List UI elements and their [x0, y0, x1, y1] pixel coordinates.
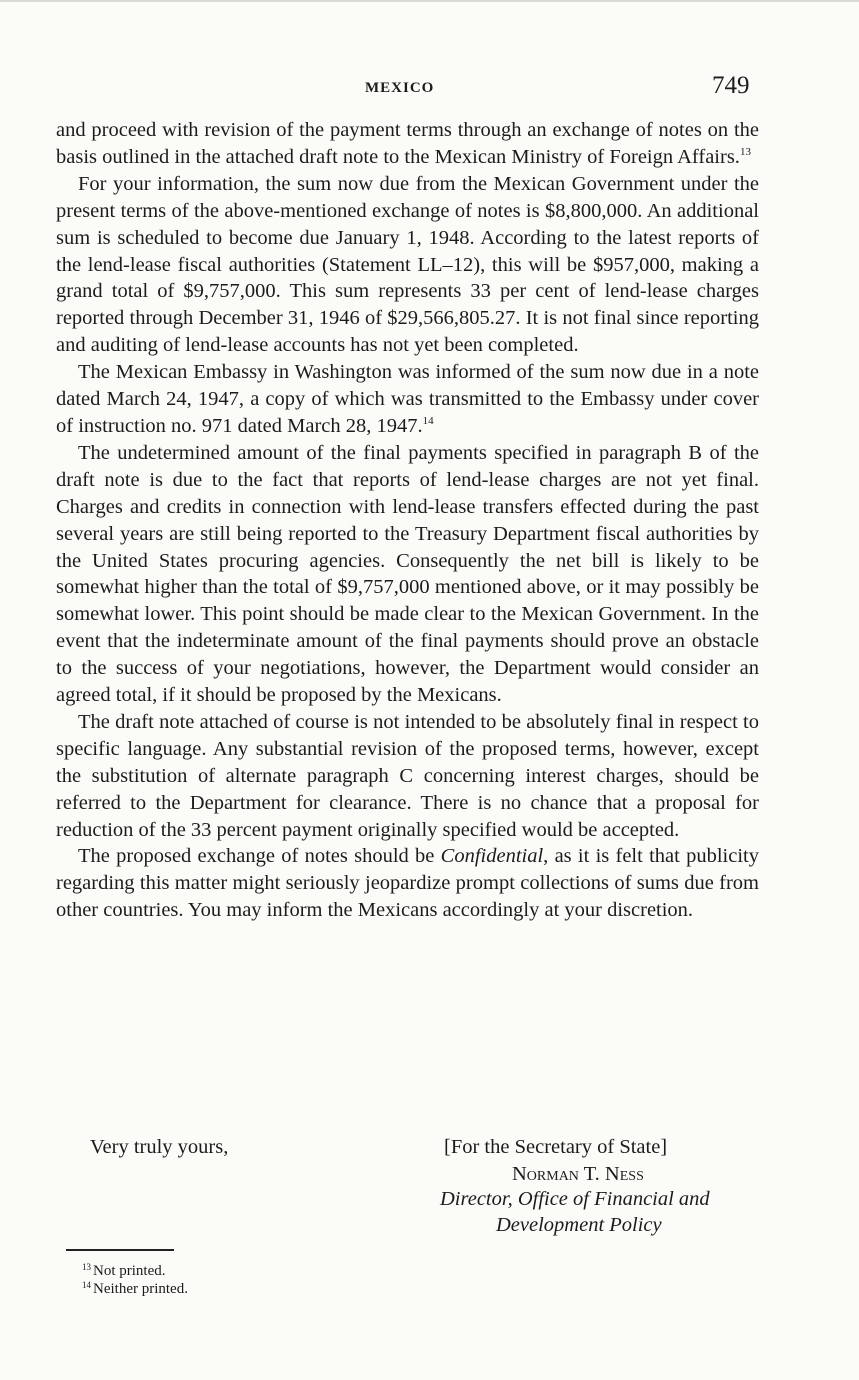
- letter-closing: [60, 1134, 766, 1244]
- paragraph-4: The undetermined amount of the final payments specified in paragraph B of the draft note is due to the fact that reports of lend-lease charges are not yet final. Charges and credits in connection with lend-lease transfers effected during the past several years are still being reported to the Treasury Department fiscal authorities by the United States procuring agencies. Consequently the net bill is likely to be somewhat higher than the total of $9,757,000 mentioned above, or it may possibly be somewhat lower. This point should be made clear to the Mexican Government. In the event that the indeterminate amount of the final payments should prove an obstacle to the success of your negotiations, however, the Department would consider an agreed total, if it should be proposed by the Mexicans.: [56, 441, 759, 707]
- footnote-ref-13: 13: [739, 145, 751, 158]
- signer-title-line-1: Director, Office of Financial and: [440, 1188, 710, 1210]
- page-header: [0, 72, 859, 106]
- signer-title-line-2: Development Policy: [496, 1214, 662, 1236]
- footnote-marker: 13: [82, 1262, 91, 1272]
- paragraph-5: The draft note attached of course is not intended to be absolutely final in respect to specific language. Any substantial revision of the proposed terms, however, except the substitution of alternate paragraph C concerning interest charges, should be referred to the Department for clearance. There is no chance that a proposal for reduction of the 33 percent payment originally specified would be accepted.: [56, 710, 759, 841]
- page-top-edge: [0, 0, 859, 2]
- confidential-emphasis: Confidential: [440, 845, 544, 868]
- footnotes: [82, 1262, 188, 1298]
- paragraph-6-before: The proposed exchange of notes should be: [78, 845, 441, 868]
- paragraph-6: [56, 843, 759, 924]
- paragraph-6-after: , as it is felt that publicity regarding this matter might seriously jeopardize prompt collections of sums due from other countries. You may inform the Mexicans accordingly at your discretion.: [56, 845, 759, 922]
- paragraph-3-text: The Mexican Embassy in Washington was informed of the sum now due in a note dated March 24, 1947, a copy of which was transmitted to the Embassy under cover of instruction no. 971 dated March 28, 1947.: [56, 361, 759, 437]
- footnote-marker: 14: [82, 1280, 91, 1290]
- letter-body: [56, 117, 759, 924]
- running-head: MEXICO: [365, 80, 435, 96]
- signature-line: [For the Secretary of State]: [444, 1136, 668, 1158]
- paragraph-1-text: and proceed with revision of the payment terms through an exchange of notes on the basis outlined in the attached draft note to the Mexican Ministry of Foreign Affairs.: [56, 119, 759, 168]
- page-number: 749: [712, 72, 750, 99]
- footnote-ref-14: 14: [422, 414, 434, 427]
- footnote-text: Not printed.: [93, 1263, 166, 1279]
- paragraph-3: [56, 359, 759, 440]
- paragraph-2: For your information, the sum now due from the Mexican Government under the present terms of the above-mentioned exchange of notes is $8,800,000. An additional sum is scheduled to become due January 1, 1948. According to the latest reports of the lend-lease fiscal authorities (Statement LL–12), this will be $957,000, making a grand total of $9,757,000. This sum represents 33 per cent of lend-lease charges reported through December 31, 1946 of $29,566,805.27. It is not final since reporting and auditing of lend-lease accounts has not yet been completed.: [56, 172, 759, 357]
- valediction: Very truly yours,: [90, 1136, 229, 1158]
- footnote-divider: [66, 1249, 174, 1251]
- footnote-text: Neither printed.: [93, 1281, 188, 1297]
- signer-name: Norman T. Ness: [512, 1163, 644, 1185]
- footnote-14: [82, 1280, 188, 1298]
- paragraph-1: [56, 117, 759, 171]
- footnote-13: [82, 1262, 188, 1280]
